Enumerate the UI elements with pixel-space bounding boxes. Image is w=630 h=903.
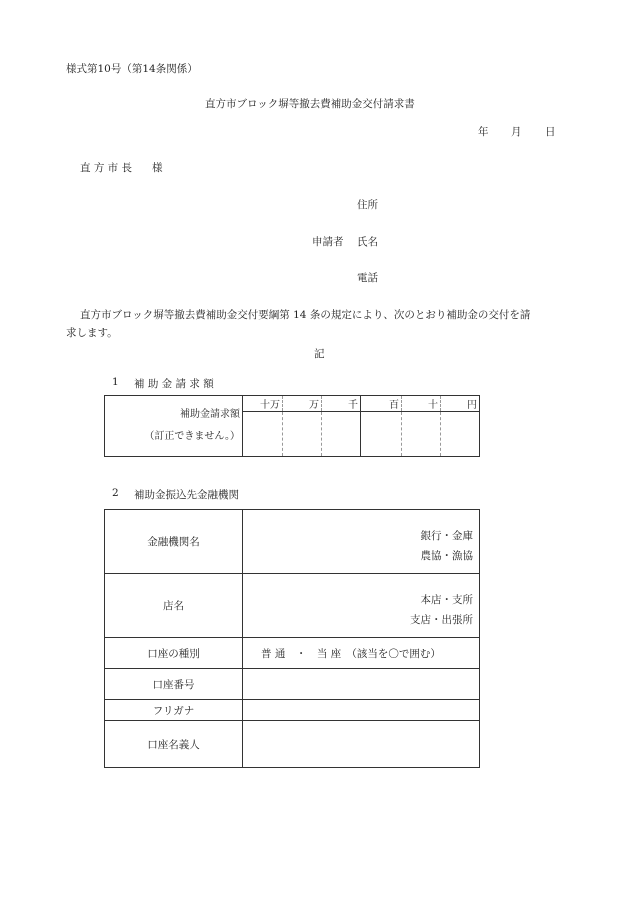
unit-yen: 円: [441, 396, 480, 412]
table-row: [105, 638, 480, 669]
section1-heading: 補 助 金 請 求 額: [134, 378, 214, 390]
table-row: [105, 669, 480, 700]
furigana-label: フリガナ: [105, 700, 243, 721]
bank-type-option2: 農協・漁協: [420, 549, 473, 562]
address-label: 住所: [357, 199, 378, 211]
unit-10: 十: [402, 396, 441, 412]
digit-box-10000[interactable]: [283, 412, 322, 457]
digit-box-1000[interactable]: [322, 412, 361, 457]
bank-type-option1: 銀行・金庫: [420, 529, 473, 542]
form-number: 様式第10号（第14条関係）: [66, 63, 198, 75]
section1-number: 1: [112, 376, 119, 388]
branch-label: 店名: [105, 574, 243, 638]
account-type-cell[interactable]: [243, 638, 480, 669]
table-row: [105, 700, 480, 721]
amount-label: 補助金請求額: [180, 409, 240, 420]
addressee-suffix: 様: [152, 162, 163, 174]
body-text-line2: 求します。: [66, 327, 118, 339]
date-month-label: 月: [511, 126, 522, 138]
amount-table: [104, 395, 480, 457]
unit-100: 百: [361, 396, 402, 412]
furigana-input[interactable]: [243, 700, 480, 721]
table-row: [105, 721, 480, 768]
date-year-label: 年: [478, 126, 489, 138]
account-type-value: 普 通 ・ 当 座 （該当を〇で囲む）: [261, 647, 441, 660]
account-type-label: 口座の種別: [105, 638, 243, 669]
date-day-label: 日: [545, 126, 556, 138]
table-row: [105, 510, 480, 574]
amount-note: （訂正できません。）: [144, 431, 240, 442]
branch-type-option2: 支店・出張所: [410, 613, 473, 626]
amount-label-cell: [105, 396, 243, 457]
ki-label: 記: [314, 348, 325, 360]
section2-heading: 補助金振込先金融機関: [134, 489, 239, 501]
digit-box-100[interactable]: [361, 412, 402, 457]
page-title: 直方市ブロック塀等撤去費補助金交付請求書: [205, 98, 415, 110]
bank-name-cell[interactable]: [243, 510, 480, 574]
phone-label: 電話: [357, 272, 378, 284]
addressee: 直 方 市 長: [80, 162, 133, 174]
branch-cell[interactable]: [243, 574, 480, 638]
unit-10000: 万: [283, 396, 322, 412]
account-holder-input[interactable]: [243, 721, 480, 768]
account-number-label: 口座番号: [105, 669, 243, 700]
account-number-input[interactable]: [243, 669, 480, 700]
digit-box-1[interactable]: [441, 412, 480, 457]
name-label: 氏名: [357, 236, 378, 248]
branch-type-option1: 本店・支所: [420, 593, 473, 606]
body-text-line1: 直方市ブロック塀等撤去費補助金交付要綱第 14 条の規定により、次のとおり補助金の交付を請: [80, 309, 531, 321]
unit-1000: 千: [322, 396, 361, 412]
applicant-label: 申請者: [312, 236, 344, 248]
account-holder-label: 口座名義人: [105, 721, 243, 768]
digit-box-10[interactable]: [402, 412, 441, 457]
section2-number: 2: [112, 487, 119, 499]
bank-name-label: 金融機関名: [105, 510, 243, 574]
unit-100000: 十万: [243, 396, 283, 412]
digit-box-100000[interactable]: [243, 412, 283, 457]
bank-table: [104, 509, 480, 768]
table-row: [105, 574, 480, 638]
